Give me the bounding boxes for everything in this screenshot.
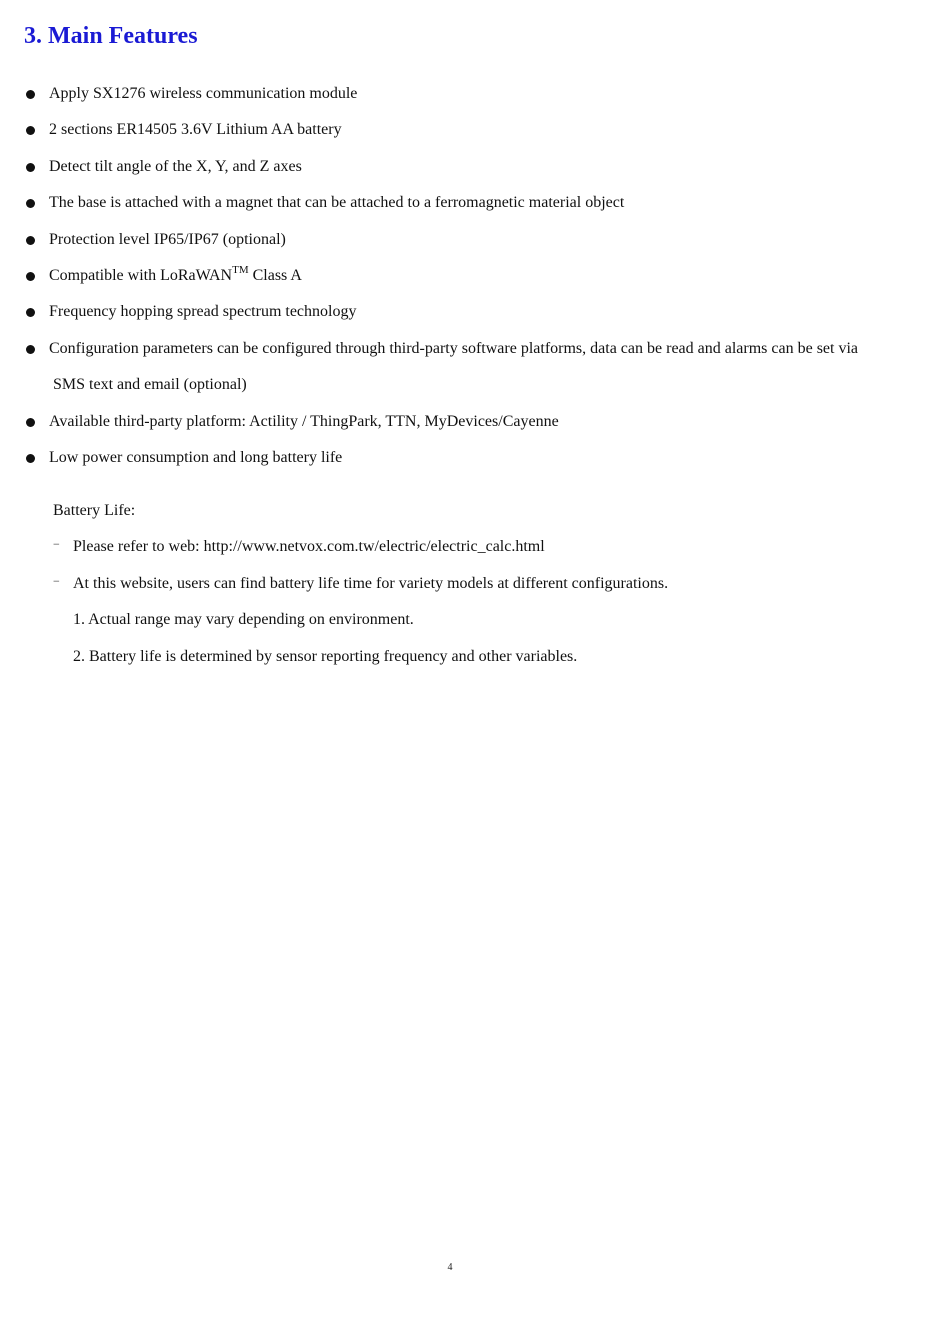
feature-text: Configuration parameters can be configured through third-party software platforms, data can be read and alarms can be set via [49, 339, 859, 357]
page-number: 4 [447, 1262, 453, 1273]
feature-text: Apply SX1276 wireless communication module [49, 85, 358, 102]
battery-life-note: 1. Actual range may vary depending on environment. [73, 611, 414, 629]
feature-text: Available third-party platform: Actility / ThingPark, TTN, MyDevices/Cayenne [49, 412, 559, 430]
battery-life-item-text: At this website, users can find battery life time for variety models at different configurations. [73, 574, 669, 592]
battery-life-item-text: Please refer to web: http://www.netvox.com.tw/electric/electric_calc.html [73, 538, 545, 556]
bullet-icon [26, 272, 35, 281]
feature-text: Protection level IP65/IP67 (optional) [49, 230, 286, 248]
battery-life-section [53, 493, 913, 675]
feature-text: Frequency hopping spread spectrum technology [49, 303, 357, 321]
feature-text-suffix: Class A [248, 267, 302, 285]
feature-item [24, 331, 924, 404]
bullet-icon [26, 236, 35, 245]
trademark-superscript: TM [232, 264, 249, 277]
feature-item [24, 404, 924, 440]
bullet-icon [26, 345, 35, 354]
bullet-icon [26, 308, 35, 317]
bullet-icon [26, 199, 35, 208]
feature-item [24, 222, 924, 258]
battery-life-note: 2. Battery life is determined by sensor reporting frequency and other variables. [73, 647, 578, 665]
feature-text: Detect tilt angle of the X, Y, and Z axes [49, 157, 302, 175]
feature-text-continuation: SMS text and email (optional) [53, 376, 247, 394]
feature-item [24, 258, 924, 294]
battery-life-item [53, 529, 913, 565]
feature-text: Low power consumption and long battery life [49, 449, 343, 467]
dash-icon: − [53, 537, 60, 552]
section-heading: 3. Main Features [24, 23, 198, 49]
feature-item [24, 294, 924, 330]
bullet-icon [26, 90, 35, 99]
dash-icon: − [53, 573, 60, 588]
battery-life-title: Battery Life: [53, 502, 136, 519]
feature-item [24, 76, 924, 112]
features-list [24, 76, 924, 476]
feature-item [24, 149, 924, 185]
bullet-icon [26, 418, 35, 427]
feature-text: The base is attached with a magnet that can be attached to a ferromagnetic material object [49, 194, 625, 212]
bullet-icon [26, 163, 35, 172]
feature-text: Compatible with LoRaWAN [49, 267, 233, 285]
bullet-icon [26, 126, 35, 135]
feature-item [24, 112, 924, 148]
feature-text: 2 sections ER14505 3.6V Lithium AA battery [49, 121, 342, 139]
battery-life-item [53, 566, 913, 602]
bullet-icon [26, 454, 35, 463]
feature-item [24, 185, 924, 221]
feature-item [24, 440, 924, 476]
